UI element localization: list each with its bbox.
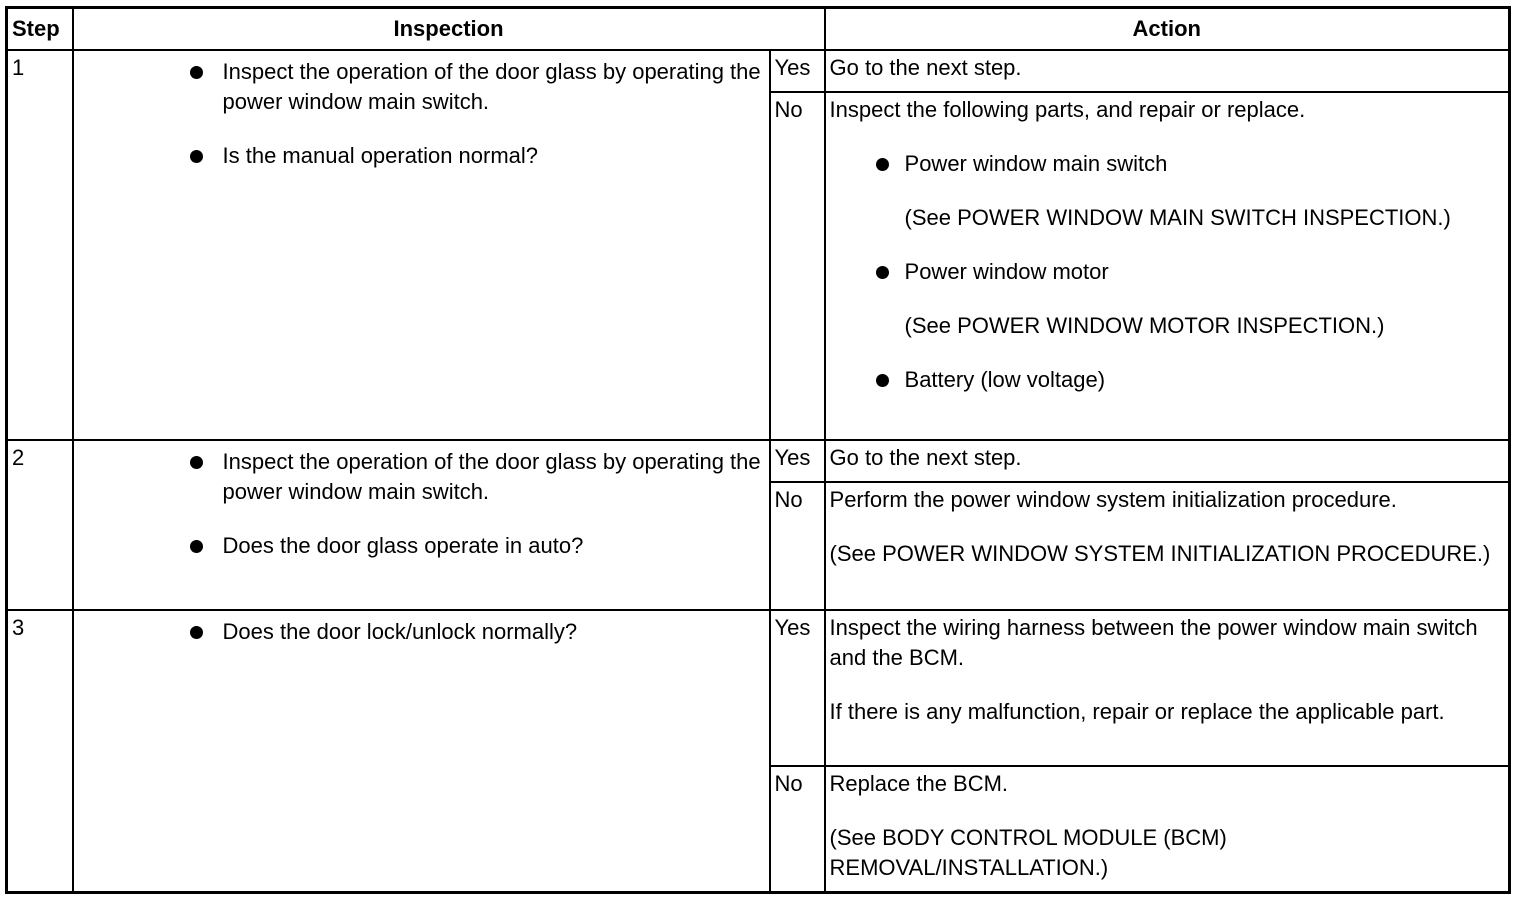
yes-label: Yes xyxy=(770,610,825,766)
inspection-cell xyxy=(73,50,770,440)
inspection-cell xyxy=(73,440,770,610)
header-step: Step xyxy=(7,8,73,50)
reference-link: (See POWER WINDOW MOTOR INSPECTION.) xyxy=(904,312,1385,338)
inspection-item: Inspect the operation of the door glass by operating the power window main switch. xyxy=(188,57,765,117)
bullet-icon xyxy=(190,66,203,79)
troubleshooting-table xyxy=(5,6,1511,894)
bullet-icon xyxy=(190,540,203,553)
yes-action: Go to the next step. xyxy=(825,50,1510,92)
reference-link: (See POWER WINDOW MAIN SWITCH INSPECTION.) xyxy=(904,204,1451,230)
bullet-icon xyxy=(190,150,203,163)
header-inspection: Inspection xyxy=(73,8,825,50)
part-item: Battery (low voltage) xyxy=(874,365,1505,395)
header-action: Action xyxy=(825,8,1510,50)
step-1-yes-row xyxy=(7,50,1510,92)
action-intro: Inspect the following parts, and repair or replace. xyxy=(829,96,1306,122)
yes-action: Go to the next step. xyxy=(825,440,1510,482)
inspection-item: Does the door glass operate in auto? xyxy=(188,531,765,561)
no-label: No xyxy=(770,482,825,610)
reference-link: (See POWER WINDOW SYSTEM INITIALIZATION PROCEDURE.) xyxy=(829,541,1491,567)
no-action: Replace the BCM. (See BODY CONTROL MODULE (BCM) REMOVAL/INSTALLATION.) xyxy=(825,766,1510,892)
step-number: 2 xyxy=(7,440,73,610)
yes-label: Yes xyxy=(770,440,825,482)
step-2-yes-row xyxy=(7,440,1510,482)
part-item: Power window motor (See POWER WINDOW MOTOR INSPECTION.) xyxy=(874,257,1505,341)
header-row xyxy=(7,8,1510,50)
inspection-cell xyxy=(73,610,770,892)
bullet-icon xyxy=(876,374,889,387)
no-action xyxy=(825,92,1510,440)
no-action: Perform the power window system initialization procedure. (See POWER WINDOW SYSTEM INITIALIZATION PROCEDURE.) xyxy=(825,482,1510,610)
inspection-item: Inspect the operation of the door glass by operating the power window main switch. xyxy=(188,447,765,507)
inspection-item: Does the door lock/unlock normally? xyxy=(188,617,765,647)
no-label: No xyxy=(770,766,825,892)
yes-label: Yes xyxy=(770,50,825,92)
bullet-icon xyxy=(190,456,203,469)
inspection-item: Is the manual operation normal? xyxy=(188,141,765,171)
step-number: 1 xyxy=(7,50,73,440)
reference-link: (See BODY CONTROL MODULE (BCM) REMOVAL/INSTALLATION.) xyxy=(829,825,1227,881)
bullet-icon xyxy=(876,158,889,171)
no-label: No xyxy=(770,92,825,440)
part-item: Power window main switch (See POWER WINDOW MAIN SWITCH INSPECTION.) xyxy=(874,149,1505,233)
step-3-yes-row xyxy=(7,610,1510,766)
yes-action: Inspect the wiring harness between the power window main switch and the BCM. If there is any malfunction, repair or replace the applicable part. xyxy=(825,610,1510,766)
bullet-icon xyxy=(876,266,889,279)
step-number: 3 xyxy=(7,610,73,892)
bullet-icon xyxy=(190,626,203,639)
